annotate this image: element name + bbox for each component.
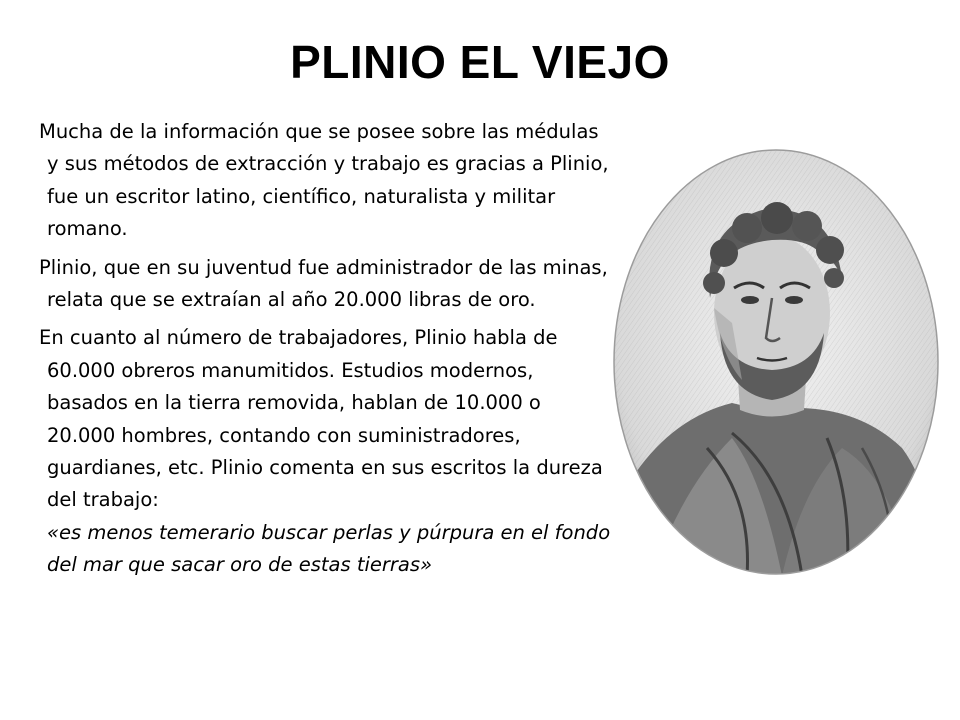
paragraph-sources: Mucha de la información que se posee sobre las médulas y sus métodos de extracción y trabajo es gracias a Plinio, fue un escritor latino, científico, naturalista y militar romano. (39, 120, 609, 241)
slide-body (33, 116, 615, 588)
pliny-quote: «es menos temerario buscar perlas y púrpura en el fondo del mar que sacar oro de estas tierras» (47, 520, 611, 577)
paragraph-gold-production: Plinio, que en su juventud fue administrador de las minas, relata que se extraían al año 20.000 libras de oro. (39, 255, 608, 312)
paragraph-workers (33, 322, 615, 581)
slide-title: PLINIO EL VIEJO (290, 36, 670, 88)
pliny-portrait-image (612, 148, 940, 576)
paragraph-workers-text: En cuanto al número de trabajadores, Plinio habla de 60.000 obreros manumitidos. Estudios modernos, basados en la tierra removida, hablan de 10.000 o 20.000 hombres, contando con suministradores, guardianes, etc. Plinio comenta en sus escritos la dureza del trabajo: (39, 326, 603, 512)
